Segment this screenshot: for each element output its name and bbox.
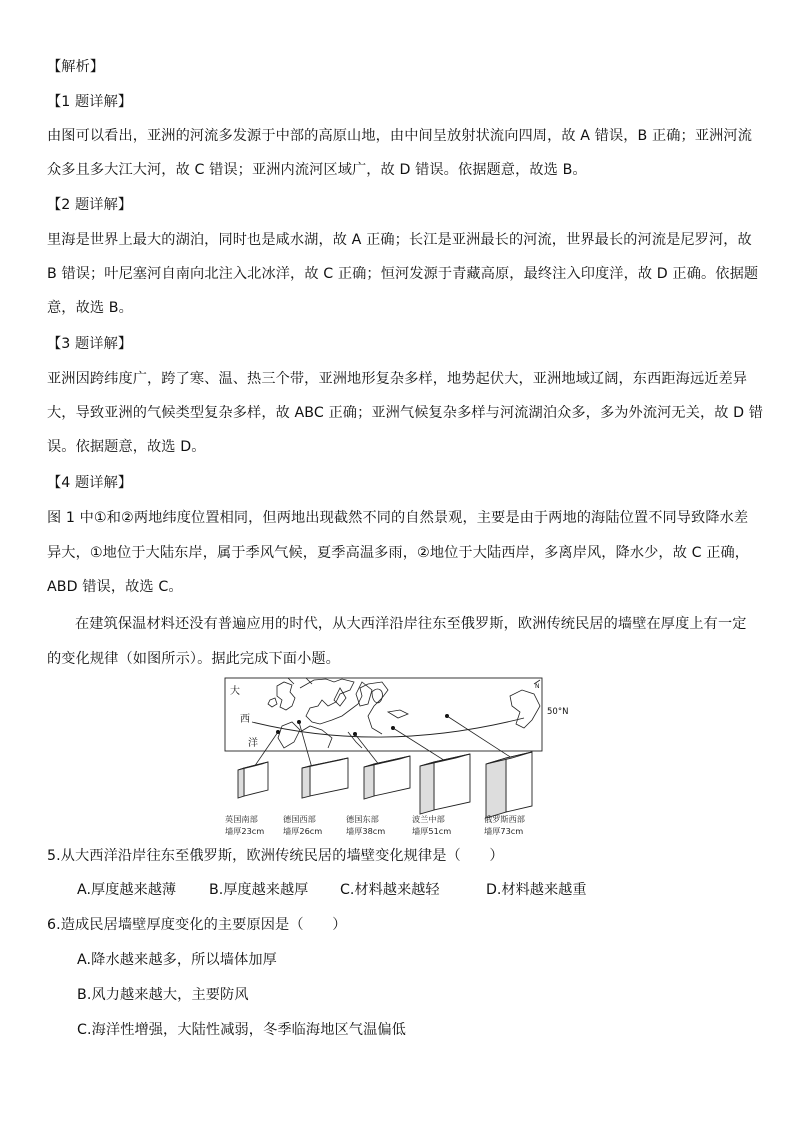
q6-option-c: C.海洋性增强，大陆性减弱，冬季临海地区气温偏低 [77, 1022, 406, 1038]
wall-thickness-label: 墙厚26cm [283, 826, 323, 836]
q3-line-3: 误。依据题意，故选 D。 [47, 439, 206, 455]
analysis-heading: 【解析】 [47, 59, 105, 75]
q2-title: 【2 题详解】 [47, 197, 133, 213]
wall-block-germany-west [302, 758, 348, 798]
wall-blocks [238, 752, 532, 818]
wall-region-label: 德国西部 [283, 814, 316, 824]
latitude-label: 50°N [547, 707, 569, 717]
q3-line-1: 亚洲因跨纬度广，跨了寒、温、热三个带，亚洲地形复杂多样，地势起伏大，亚洲地域辽阔，东西距海远近差异 [47, 371, 748, 387]
q5-option-d: D.材料越来越重 [486, 882, 587, 898]
q4-title: 【4 题详解】 [47, 475, 133, 491]
ocean-label-char-3: 洋 [248, 738, 258, 749]
intro-line-2: 的变化规律（如图所示）。据此完成下面小题。 [47, 651, 340, 667]
q5-option-c: C.材料越来越轻 [340, 882, 440, 898]
wall-thickness-label: 墙厚73cm [484, 826, 524, 836]
q3-title: 【3 题详解】 [47, 336, 133, 352]
q4-line-1: 图 1 中①和②两地纬度位置相同，但两地出现截然不同的自然景观，主要是由于两地的海陆位置不同导致降水差 [47, 510, 749, 526]
q6-option-b: B.风力越来越大，主要防风 [77, 987, 249, 1003]
q4-line-3: ABD 错误，故选 C。 [47, 579, 183, 595]
q1-line-2: 众多且多大江大河，故 C 错误；亚洲内流河区域广，故 D 错误。依据题意，故选 B。 [47, 162, 587, 178]
wall-region-label: 波兰中部 [412, 814, 445, 824]
wall-block-poland [420, 754, 470, 814]
q5-option-b: B.厚度越来越厚 [209, 882, 309, 898]
q5-stem: 5.从大西洋沿岸往东至俄罗斯，欧洲传统民居的墙壁变化规律是（ ） [47, 848, 504, 864]
q1-line-1: 由图可以看出，亚洲的河流多发源于中部的高原山地，由中间呈放射状流向四周，故 A 错误，B 正确；亚洲河流 [47, 128, 752, 144]
wall-thickness-figure [222, 676, 576, 842]
q6-stem: 6.造成民居墙壁厚度变化的主要原因是（ ） [47, 917, 347, 933]
intro-line-1: 在建筑保温材料还没有普遍应用的时代，从大西洋沿岸往东至俄罗斯，欧洲传统民居的墙壁在厚度上有一定 [75, 616, 747, 632]
q4-line-2: 异大，①地位于大陆东岸，属于季风气候，夏季高温多雨，②地位于大陆西岸，多离岸风，降水少，故 C 正确， [47, 545, 750, 561]
wall-region-label: 德国东部 [346, 814, 379, 824]
q2-line-3: 意，故选 B。 [47, 300, 133, 316]
north-arrow-icon: N [535, 683, 540, 690]
wall-block-russia [486, 752, 532, 818]
ocean-label-char-2: 西 [240, 714, 250, 725]
q2-line-2: B 错误；叶尼塞河自南向北注入北冰洋，故 C 正确；恒河发源于青藏高原，最终注入印度洋，故 D 正确。依据题 [47, 266, 759, 282]
q5-option-a: A.厚度越来越薄 [77, 882, 177, 898]
wall-thickness-label: 墙厚23cm [225, 826, 265, 836]
wall-region-label: 俄罗斯西部 [484, 814, 525, 824]
wall-block-uk [238, 762, 268, 798]
q2-line-1: 里海是世界上最大的湖泊，同时也是咸水湖，故 A 正确；长江是亚洲最长的河流，世界最长的河流是尼罗河，故 [47, 232, 752, 248]
wall-region-label: 英国南部 [225, 814, 258, 824]
europe-map-svg [222, 676, 576, 842]
q6-option-a: A.降水越来越多，所以墙体加厚 [77, 952, 277, 968]
wall-thickness-label: 墙厚51cm [412, 826, 452, 836]
wall-thickness-label: 墙厚38cm [346, 826, 386, 836]
q3-line-2: 大，导致亚洲的气候类型复杂多样，故 ABC 正确；亚洲气候复杂多样与河流湖泊众多，多为外流河无关，故 D 错 [47, 405, 764, 421]
q1-title: 【1 题详解】 [47, 94, 133, 110]
wall-block-germany-east [364, 756, 410, 799]
ocean-label-char-1: 大 [230, 686, 240, 697]
